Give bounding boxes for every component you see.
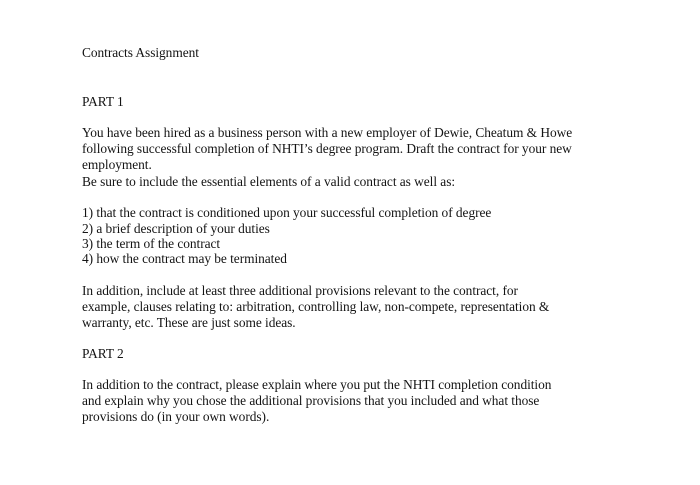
part1-intro-line: following successful completion of NHTI’s degree program. Draft the contract for your new [82, 141, 572, 156]
additional-provisions-line: example, clauses relating to: arbitration, controlling law, non-compete, representation & [82, 299, 550, 314]
requirement-list-item: 2) a brief description of your duties [82, 221, 270, 236]
part1-intro-line: employment. [82, 157, 152, 172]
part1-intro-line: Be sure to include the essential elements of a valid contract as well as: [82, 174, 456, 189]
document-page [82, 0, 682, 485]
part2-line: and explain why you chose the additional provisions that you included and what those [82, 393, 540, 408]
part2-line: provisions do (in your own words). [82, 409, 270, 424]
part2-line: In addition to the contract, please explain where you put the NHTI completion condition [82, 377, 552, 392]
document-title: Contracts Assignment [82, 45, 199, 60]
requirement-list-item: 1) that the contract is conditioned upon your successful completion of degree [82, 205, 492, 220]
requirement-list-item: 3) the term of the contract [82, 236, 221, 251]
additional-provisions-line: warranty, etc. These are just some ideas. [82, 315, 296, 330]
part2-heading: PART 2 [82, 346, 124, 361]
part1-intro-line: You have been hired as a business person with a new employer of Dewie, Cheatum & Howe [82, 125, 573, 140]
additional-provisions-line: In addition, include at least three additional provisions relevant to the contract, for [82, 283, 518, 298]
part1-heading: PART 1 [82, 94, 124, 109]
requirement-list-item: 4) how the contract may be terminated [82, 251, 287, 266]
